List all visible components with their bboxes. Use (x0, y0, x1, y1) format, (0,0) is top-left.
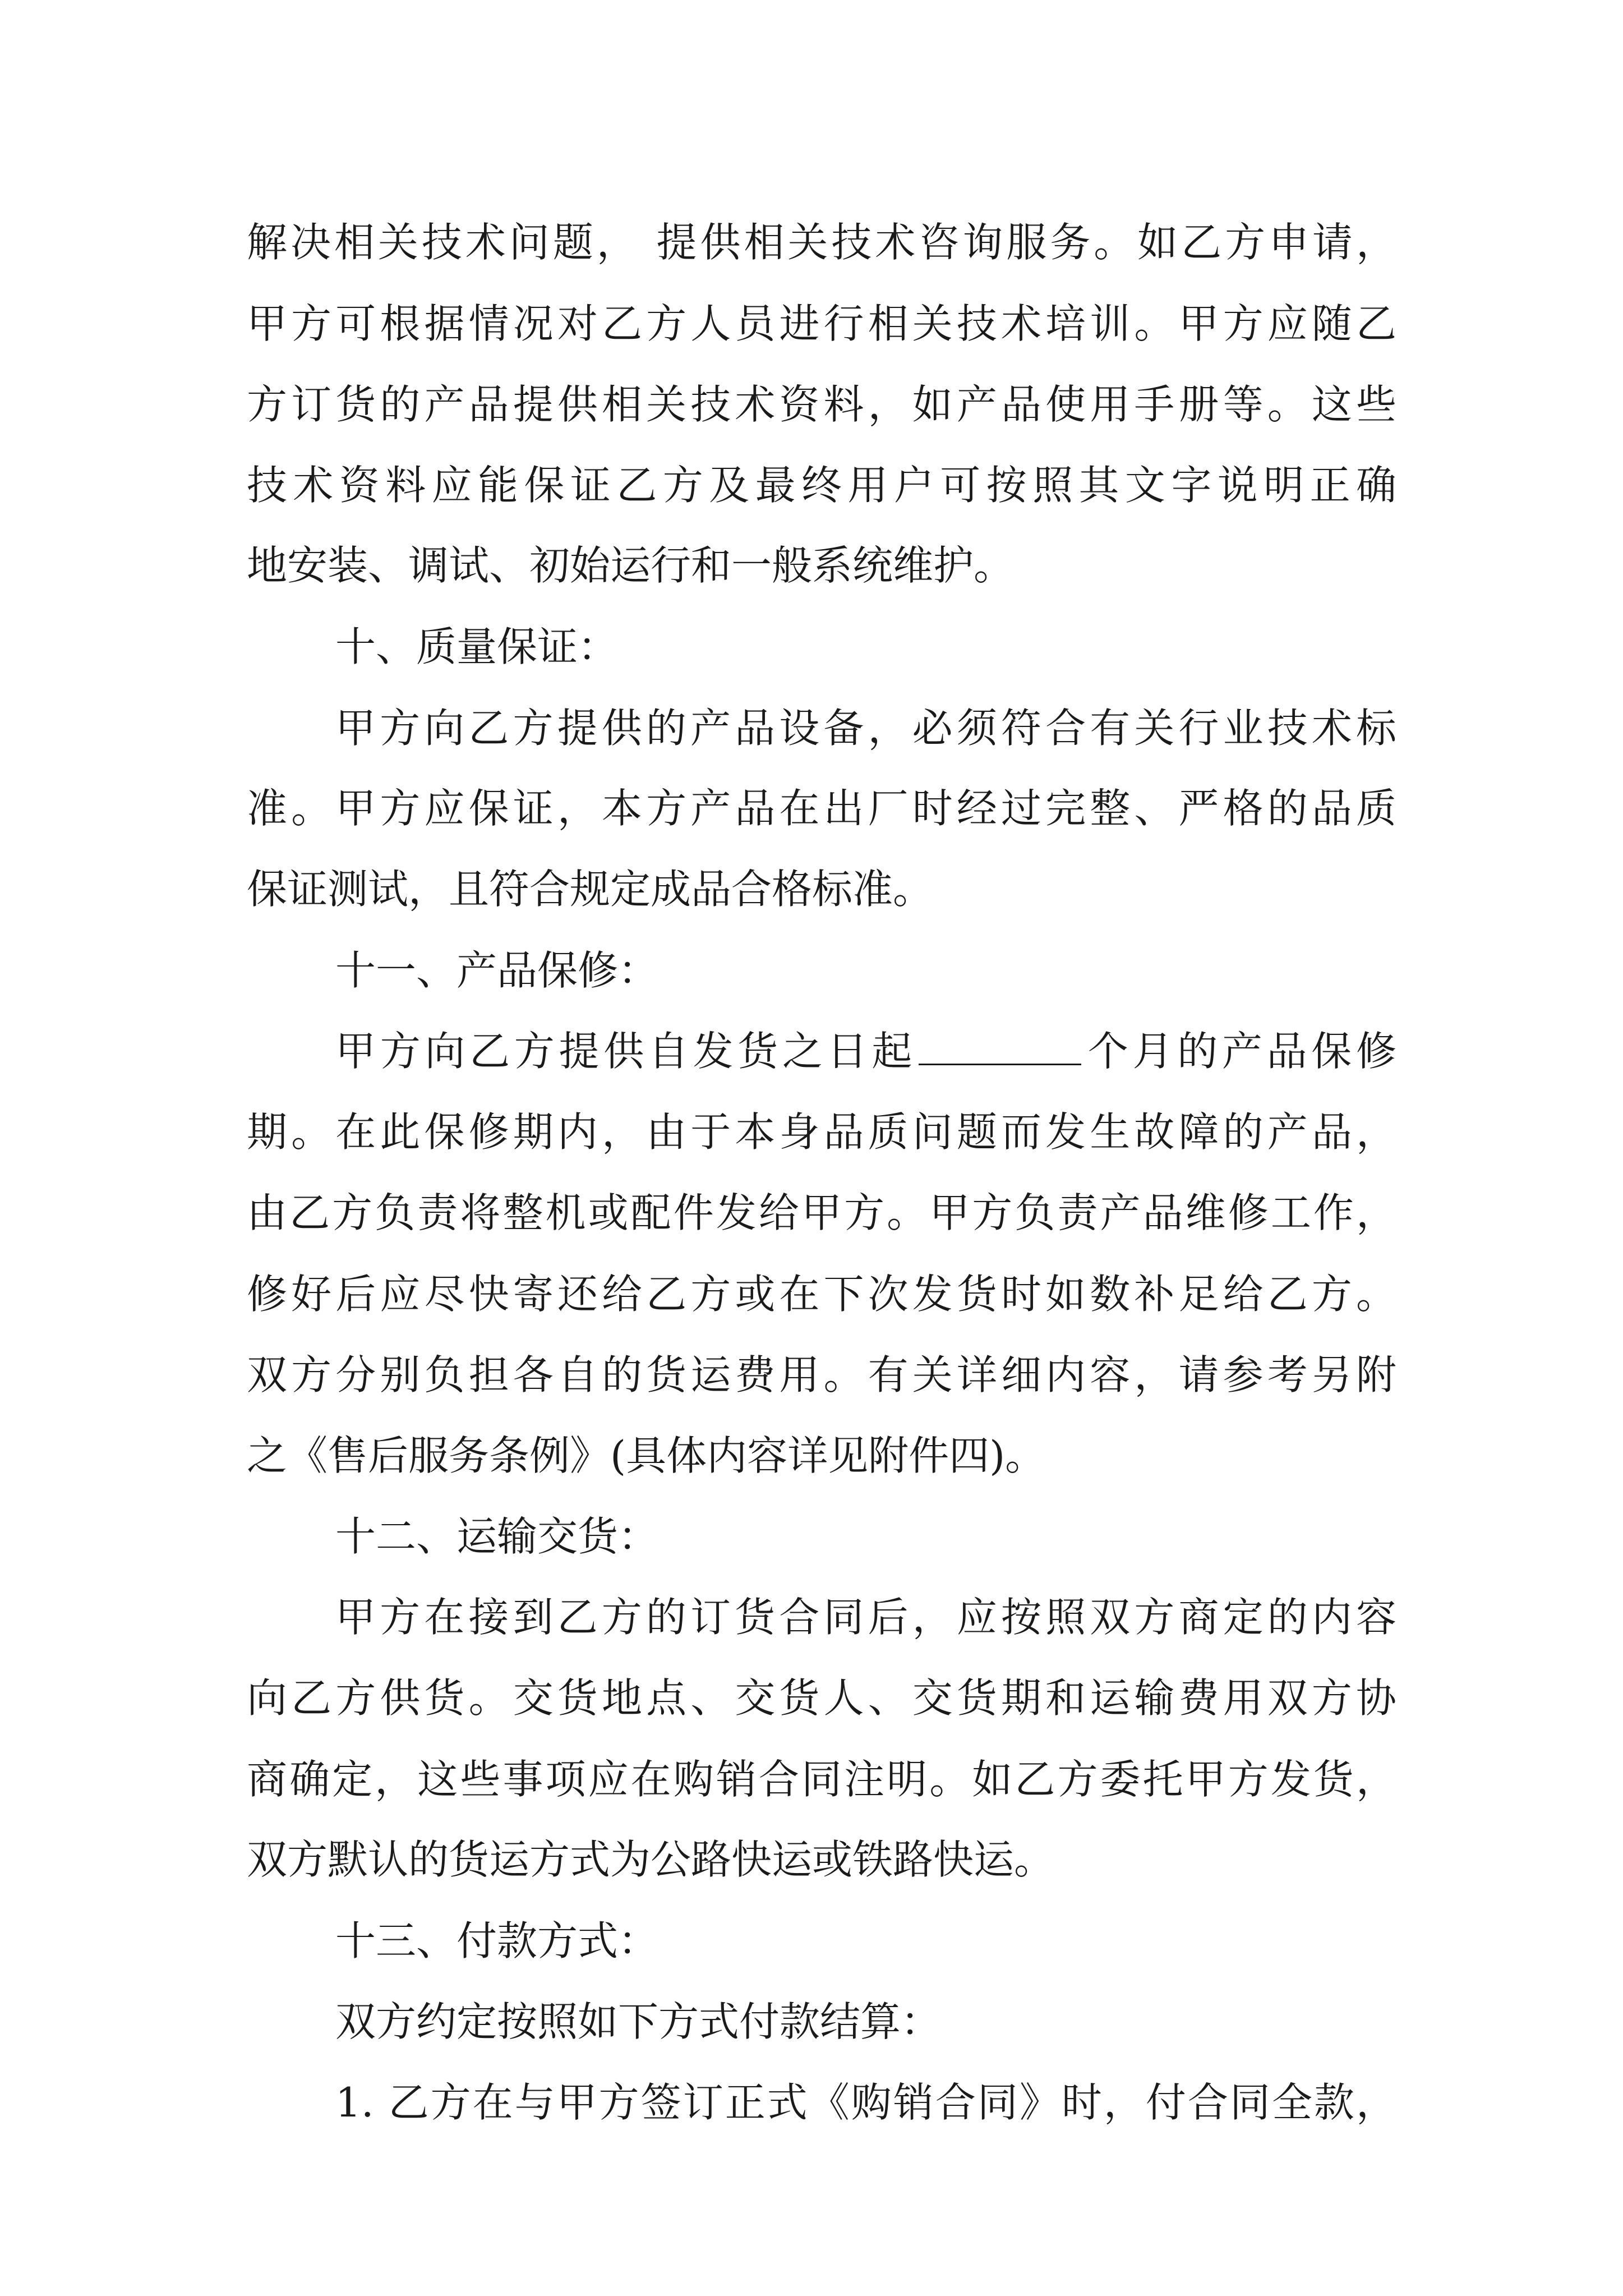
paragraph-line: 保证测试，且符合规定成品合格标准。 (247, 866, 934, 913)
paragraph-line: 期。在此保修期内，由于本身品质问题而发生故障的产品， (247, 1108, 1396, 1156)
paragraph-line: 技术资料应能保证乙方及最终用户可按照其文字说明正确 (247, 462, 1396, 509)
paragraph-line (335, 1023, 1396, 1079)
paragraph-line: 双方约定按照如下方式付款结算： (335, 1998, 942, 2045)
warranty-text-before: 甲方向乙方提供自发货之日起 (335, 1028, 917, 1075)
paragraph-line: 向乙方供货。交货地点、交货人、交货期和运输费用双方协 (247, 1674, 1396, 1722)
paragraph-line: 解决相关技术问题， 提供相关技术咨询服务。如乙方申请， (247, 219, 1396, 266)
paragraph-line: 甲方在接到乙方的订货合同后，应按照双方商定的内容 (335, 1594, 1396, 1641)
paragraph-line: 甲方可根据情况对乙方人员进行相关技术培训。甲方应随乙 (247, 300, 1396, 347)
warranty-months-blank (919, 1024, 1081, 1065)
paragraph-line: 商确定，这些事项应在购销合同注明。如乙方委托甲方发货， (247, 1756, 1396, 1803)
list-item: 1. 乙方在与甲方签订正式《购销合同》时，付合同全款， (335, 2079, 1396, 2126)
section-heading: 十一、产品保修： (335, 947, 659, 994)
paragraph-line: 修好后应尽快寄还给乙方或在下次发货时如数补足给乙方。 (247, 1271, 1396, 1318)
section-heading: 十三、付款方式： (335, 1917, 659, 1964)
paragraph-line: 甲方向乙方提供的产品设备，必须符合有关行业技术标 (335, 705, 1396, 752)
paragraph-line: 准。甲方应保证，本方产品在出厂时经过完整、严格的品质 (247, 785, 1396, 832)
paragraph-line: 之《售后服务条例》(具体内容详见附件四)。 (247, 1432, 1046, 1479)
section-heading: 十、质量保证： (335, 623, 619, 670)
paragraph-line: 双方分别负担各自的货运费用。有关详细内容，请参考另附 (247, 1351, 1396, 1398)
paragraph-line: 双方默认的货运方式为公路快运或铁路快运。 (247, 1836, 1055, 1883)
paragraph-line: 地安装、调试、初始运行和一般系统维护。 (247, 542, 1015, 589)
paragraph-line: 方订货的产品提供相关技术资料，如产品使用手册等。这些 (247, 381, 1396, 428)
paragraph-line: 由乙方负责将整机或配件发给甲方。甲方负责产品维修工作， (247, 1189, 1396, 1236)
section-heading: 十二、运输交货： (335, 1513, 659, 1560)
warranty-text-after: 个月的产品保修 (1083, 1028, 1396, 1075)
